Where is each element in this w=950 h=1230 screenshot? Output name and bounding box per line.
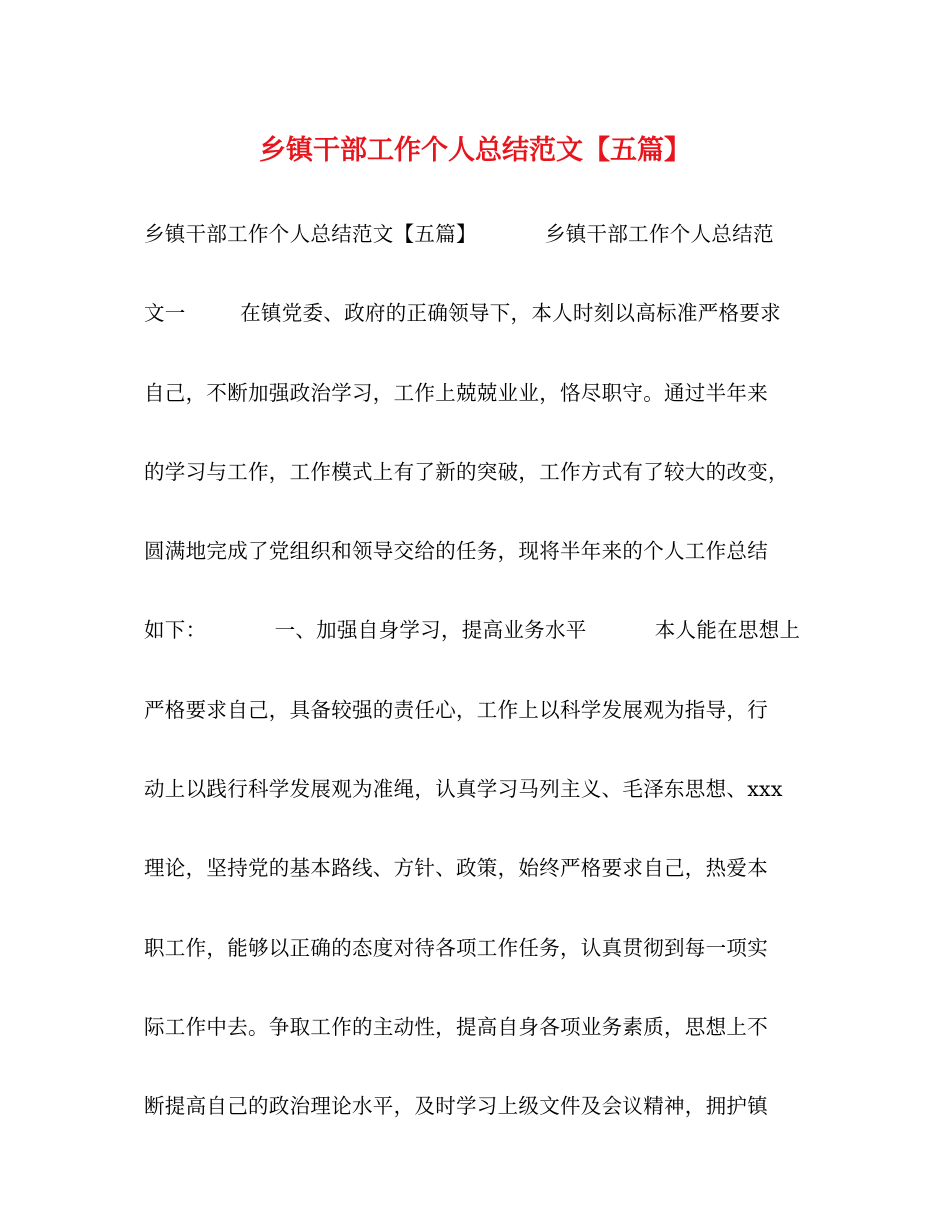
body-line: 严格要求自己，具备较强的责任心，工作上以科学发展观为指导，行 <box>144 697 768 722</box>
document-body <box>144 216 824 1168</box>
body-line: 理论，坚持党的基本路线、方针、政策，始终严格要求自己，热爱本 <box>144 856 768 881</box>
body-line: 职工作，能够以正确的态度对待各项工作任务，认真贯彻到每一项实 <box>144 935 768 960</box>
document-title: 乡镇干部工作个人总结范文【五篇】 <box>259 135 691 166</box>
body-line: 断提高自己的政治理论水平，及时学习上级文件及会议精神，拥护镇 <box>144 1094 768 1119</box>
body-line: 际工作中去。争取工作的主动性，提高自身各项业务素质，思想上不 <box>144 1014 768 1039</box>
body-line: 圆满地完成了党组织和领导交给的任务，现将半年来的个人工作总结 <box>144 539 768 564</box>
body-line: 动上以践行科学发展观为准绳，认真学习马列主义、毛泽东思想、xxx <box>144 777 783 802</box>
body-line: 文一 在镇党委、政府的正确领导下，本人时刻以高标准严格要求 <box>144 301 781 326</box>
body-line: 如下： 一、加强自身学习，提高业务水平 本人能在思想上 <box>144 618 801 643</box>
body-line: 的学习与工作，工作模式上有了新的突破，工作方式有了较大的改变， <box>144 459 789 484</box>
body-line: 乡镇干部工作个人总结范文【五篇】 乡镇干部工作个人总结范 <box>144 222 774 246</box>
body-line: 自己，不断加强政治学习，工作上兢兢业业，恪尽职守。通过半年来 <box>144 380 768 405</box>
